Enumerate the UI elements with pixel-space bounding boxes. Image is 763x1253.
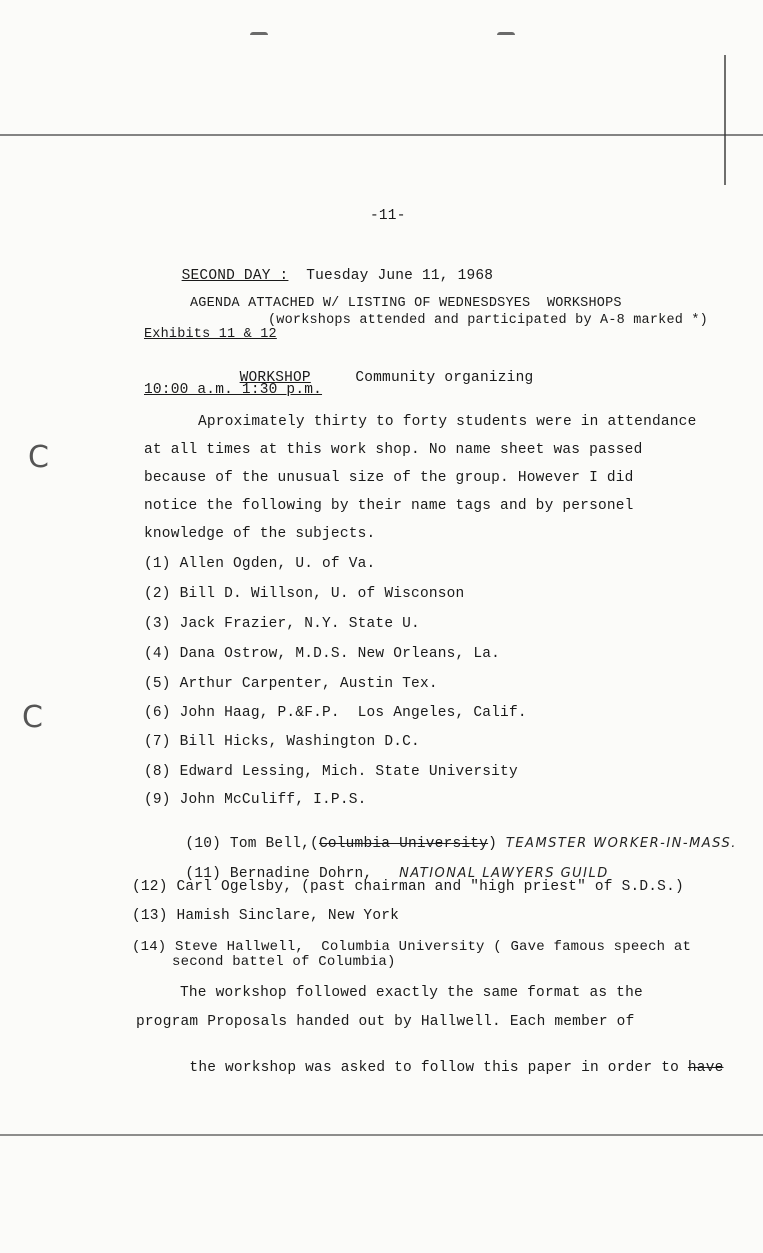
closing-line-last <box>136 1044 724 1092</box>
attendee-item-14: (14) Steve Hallwell, Columbia University ( Gave famous speech at <box>132 939 692 955</box>
intro-line: knowledge of the subjects. <box>144 526 376 542</box>
scan-speck <box>497 32 515 35</box>
struck-word: have <box>687 1060 724 1076</box>
attendee-item-14-cont: second battel of Columbia) <box>172 954 396 970</box>
handwritten-affiliation: TEAMSTER WORKER-IN-MASS. <box>505 836 737 851</box>
day-label: SECOND DAY : <box>181 268 289 284</box>
attendee-item: (6) John Haag, P.&F.P. Los Angeles, Calif. <box>144 705 527 721</box>
workshop-time: 10:00 a.m. 1:30 p.m. <box>144 382 323 398</box>
closing-line: The workshop followed exactly the same format as the <box>180 985 643 1001</box>
page-number: -11- <box>370 208 406 224</box>
binder-hole-mark-bottom: C <box>22 700 43 735</box>
intro-line: because of the unusual size of the group. However I did <box>144 470 634 486</box>
attendee-item: (1) Allen Ogden, U. of Va. <box>144 556 376 572</box>
closing-line: program Proposals handed out by Hallwell. Each member of <box>136 1014 635 1030</box>
attendee-item: (9) John McCuliff, I.P.S. <box>144 792 367 808</box>
attendee-item: (13) Hamish Sinclare, New York <box>132 908 400 924</box>
handwritten-affiliation: NATIONAL LAWYERS GUILD <box>399 866 609 881</box>
attendee-item: (4) Dana Ostrow, M.D.S. New Orleans, La. <box>144 646 501 662</box>
scan-speck <box>250 32 268 35</box>
top-scan-edge <box>0 134 763 136</box>
attendee-item: (2) Bill D. Willson, U. of Wisconson <box>144 586 465 602</box>
exhibits-label: Exhibits 11 & 12 <box>144 327 277 342</box>
intro-line: at all times at this work shop. No name sheet was passed <box>144 442 643 458</box>
agenda-line: AGENDA ATTACHED W/ LISTING OF WEDNESDSYES WORKSHOPS <box>190 296 622 311</box>
bottom-scan-edge <box>0 1134 763 1136</box>
binder-hole-mark-top: C <box>28 440 49 475</box>
workshop-label: WORKSHOP <box>239 370 311 386</box>
struck-affiliation: Columbia University <box>318 836 489 852</box>
attendee-item: (7) Bill Hicks, Washington D.C. <box>144 734 420 750</box>
attendee-item: (3) Jack Frazier, N.Y. State U. <box>144 616 420 632</box>
right-margin-line <box>724 55 726 185</box>
workshop-topic: Community organizing <box>355 370 534 386</box>
attendee-item: (5) Arthur Carpenter, Austin Tex. <box>144 676 438 692</box>
day-date: Tuesday June 11, 1968 <box>306 268 494 284</box>
attendee-10-name: (10) Tom Bell, <box>185 836 311 852</box>
intro-line: Aproximately thirty to forty students were in attendance <box>198 414 697 430</box>
intro-line: notice the following by their name tags and by personel <box>144 498 634 514</box>
attendee-item-10: (10) Tom Bell,(Columbia University) TEAMSTER WORKER-IN-MASS. <box>185 836 737 852</box>
attendee-11-name: (11) Bernadine Dohrn, <box>185 866 373 882</box>
closing-text: the workshop was asked to follow this paper in order to <box>189 1060 679 1076</box>
attendee-item: (12) Carl Ogelsby, (past chairman and "high priest" of S.D.S.) <box>132 879 684 895</box>
attendee-item: (8) Edward Lessing, Mich. State University <box>144 764 518 780</box>
day-heading <box>146 252 493 300</box>
agenda-note: (workshops attended and participated by A-8 marked *) <box>268 313 708 328</box>
